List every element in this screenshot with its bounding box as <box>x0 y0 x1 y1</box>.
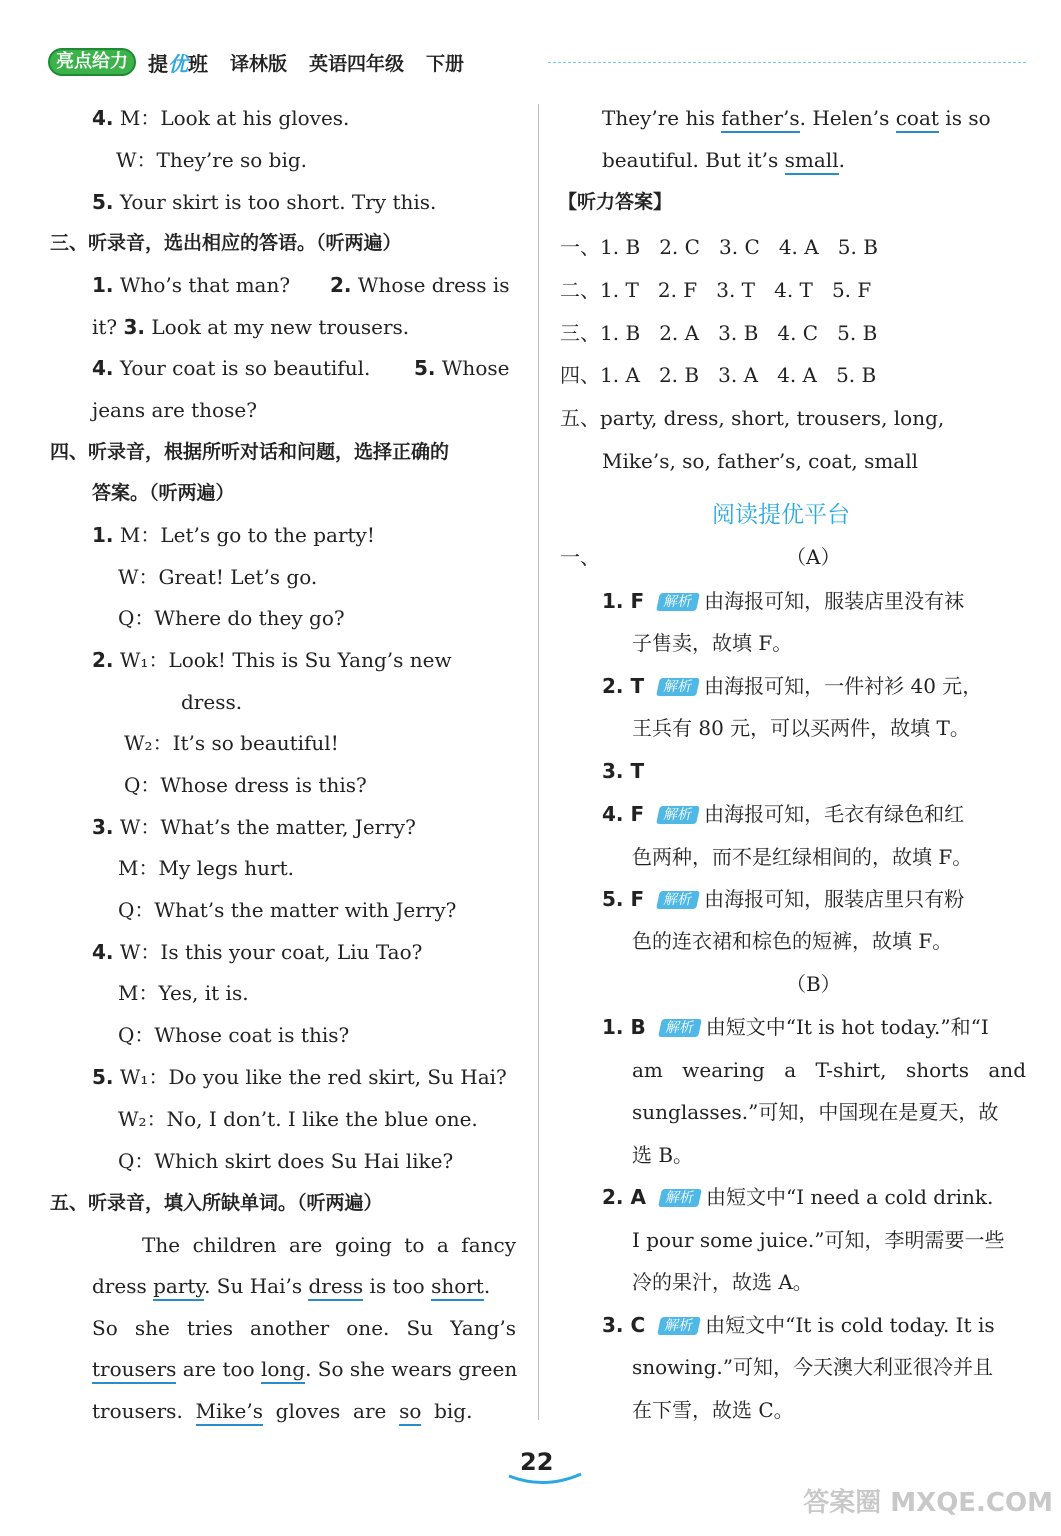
left-line: 1. Who’s that man? <box>92 273 291 297</box>
left-line: 5. Whose <box>414 356 510 380</box>
left-line: 2. Whose dress is <box>330 273 510 297</box>
analysis-tag: 解析 <box>656 891 700 909</box>
column-divider <box>538 104 539 1420</box>
answer-row: 二、1. T 2. F 3. T 4. T 5. F <box>560 278 872 302</box>
answer-item: 冷的果汁，故选 A。 <box>632 1270 813 1294</box>
subject: 英语四年级 <box>309 52 405 75</box>
answer-item: 4. F 解析 由海报可知，毛衣有绿色和红 <box>602 802 965 826</box>
edition: 译林版 <box>230 52 288 75</box>
part-label: （A） <box>786 545 841 569</box>
answer-item: snowing.”可知，今天澳大利亚很冷并且 <box>632 1355 993 1379</box>
answer-row: 一、1. B 2. C 3. C 4. A 5. B <box>560 235 878 259</box>
left-line: jeans are those? <box>92 398 257 422</box>
section-heading: 三、听录音，选出相应的答语。（听两遍） <box>50 232 402 254</box>
answer-blank: Mike’s <box>196 1399 263 1426</box>
answer-item: I pour some juice.”可知，李明需要一些 <box>632 1228 1005 1252</box>
left-line: 4. W：Is this your coat, Liu Tao? <box>92 940 423 964</box>
answer-blank: party <box>153 1274 204 1301</box>
header-rule <box>548 62 1026 63</box>
answer-item: 1. B 解析 由短文中“It is hot today.”和“I <box>602 1015 989 1039</box>
answer-blank: coat <box>896 106 939 133</box>
analysis-tag: 解析 <box>656 593 700 611</box>
section-heading: 五、听录音，填入所缺单词。（听两遍） <box>50 1192 383 1214</box>
left-line: M：Yes, it is. <box>118 981 249 1005</box>
analysis-tag: 解析 <box>656 806 700 824</box>
answer-item: 在下雪，故选 C。 <box>632 1398 794 1422</box>
running-header <box>48 48 464 76</box>
answer-item: 5. F 解析 由海报可知，服装店里只有粉 <box>602 887 965 911</box>
section-heading: 四、听录音，根据所听对话和问题，选择正确的 <box>50 441 450 463</box>
left-line: 1. M：Let’s go to the party! <box>92 523 375 547</box>
left-line: W₂：It’s so beautiful! <box>124 731 339 755</box>
analysis-tag: 解析 <box>658 1189 702 1207</box>
section-number: 一、 <box>560 545 600 569</box>
answer-blank: short <box>431 1274 484 1301</box>
left-line: Q：What’s the matter with Jerry? <box>118 898 457 922</box>
passage-line: They’re his father’s. Helen’s coat is so <box>602 106 991 130</box>
passage-line: beautiful. But it’s small. <box>602 148 845 172</box>
page-number: 22 <box>520 1448 554 1476</box>
left-line: Q：Whose coat is this? <box>118 1023 350 1047</box>
left-line: W₂：No, I don’t. I like the blue one. <box>118 1107 478 1131</box>
answer-item: am wearing a T-shirt, shorts and <box>632 1058 1026 1082</box>
volume: 下册 <box>426 52 465 75</box>
answer-item: 2. A 解析 由短文中“I need a cold drink. <box>602 1185 994 1209</box>
left-line: it? 3. Look at my new trousers. <box>92 315 410 339</box>
left-line: Q：Which skirt does Su Hai like? <box>118 1149 454 1173</box>
passage-line: dress party. Su Hai’s dress is too short. <box>92 1274 490 1298</box>
answer-item: 选 B。 <box>632 1143 694 1167</box>
answer-item: 王兵有 80 元，可以买两件，故填 T。 <box>632 716 970 740</box>
answer-blank: long <box>261 1357 305 1384</box>
answer-blank: so <box>399 1399 421 1426</box>
answer-row: 三、1. B 2. A 3. B 4. C 5. B <box>560 321 878 345</box>
watermark: 答案圈 MXQE.COM <box>803 1488 1053 1518</box>
section-heading: 答案。（听两遍） <box>92 482 235 504</box>
left-line: 3. W：What’s the matter, Jerry? <box>92 815 416 839</box>
series-name: 提优班 <box>148 51 208 76</box>
answer-item: sunglasses.”可知，中国现在是夏天，故 <box>632 1100 999 1124</box>
reading-platform-title: 阅读提优平台 <box>712 502 850 528</box>
left-line: 2. W₁：Look! This is Su Yang’s new <box>92 648 452 672</box>
answer-item: 子售卖，故填 F。 <box>632 631 793 655</box>
passage-line: The children are going to a fancy <box>142 1233 516 1257</box>
passage-line: trousers are too long. So she wears green <box>92 1357 517 1381</box>
answer-blank: father’s <box>721 106 799 133</box>
passage-line: trousers. Mike’s gloves are so big. <box>92 1399 472 1423</box>
answer-item: 2. T 解析 由海报可知，一件衬衫 40 元， <box>602 674 983 698</box>
answer-row: Mike’s, so, father’s, coat, small <box>602 449 919 473</box>
left-line: W：They’re so big. <box>116 148 308 172</box>
left-line: 4. M：Look at his gloves. <box>92 106 350 130</box>
analysis-tag: 解析 <box>656 678 700 696</box>
answer-blank: small <box>785 148 839 175</box>
answer-item: 色的连衣裙和棕色的短裤，故填 F。 <box>632 929 953 953</box>
answer-item: 1. F 解析 由海报可知，服装店里没有袜 <box>602 589 965 613</box>
answer-item: 3. T <box>602 759 645 783</box>
passage-line: So she tries another one. Su Yang’s <box>92 1316 516 1340</box>
left-line: 5. Your skirt is too short. Try this. <box>92 190 437 214</box>
answer-blank: trousers <box>92 1357 176 1384</box>
answer-row: 五、party, dress, short, trousers, long, <box>560 406 945 430</box>
left-line: 5. W₁：Do you like the red skirt, Su Hai? <box>92 1065 507 1089</box>
left-line: 4. Your coat is so beautiful. <box>92 356 371 380</box>
brand-badge: 亮点给力 <box>48 48 136 76</box>
answer-blank: dress <box>308 1274 363 1301</box>
left-line: W：Great! Let’s go. <box>118 565 318 589</box>
left-line: Q：Whose dress is this? <box>124 773 367 797</box>
answer-heading: 【听力答案】 <box>558 191 673 213</box>
left-line: M：My legs hurt. <box>118 856 294 880</box>
left-line: Q：Where do they go? <box>118 606 345 630</box>
page-number-swoosh <box>505 1472 585 1490</box>
analysis-tag: 解析 <box>658 1019 702 1037</box>
answer-item: 色两种，而不是红绿相间的，故填 F。 <box>632 845 973 869</box>
left-line: dress. <box>181 690 243 714</box>
answer-row: 四、1. A 2. B 3. A 4. A 5. B <box>560 363 877 387</box>
part-label: （B） <box>786 972 841 996</box>
analysis-tag: 解析 <box>657 1317 701 1335</box>
answer-item: 3. C 解析 由短文中“It is cold today. It is <box>602 1313 995 1337</box>
